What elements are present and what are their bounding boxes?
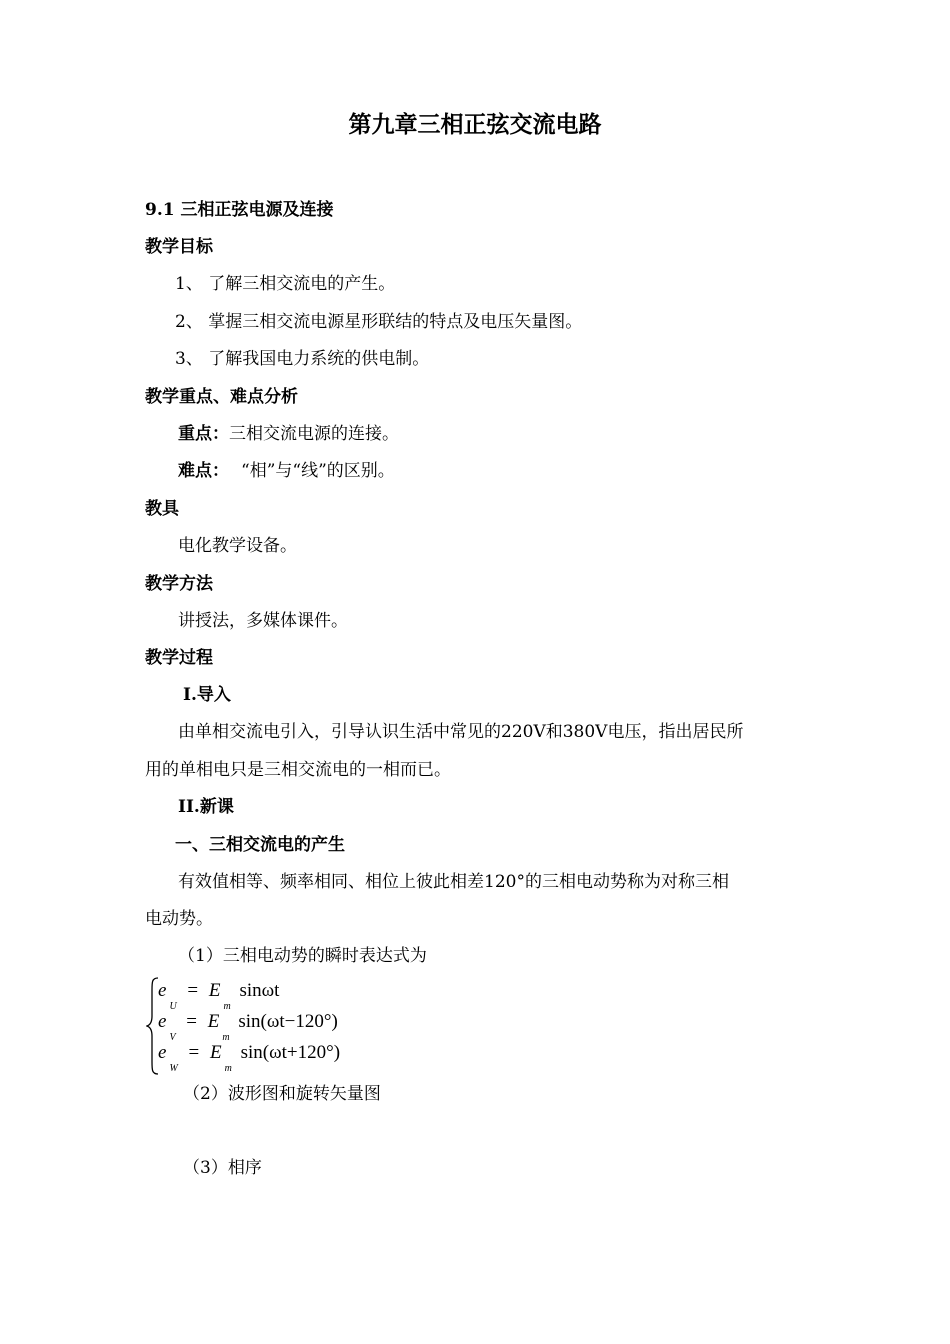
difficulty-text: “相”与“线”的区别。 — [241, 461, 395, 481]
intro-paragraph-line: 由单相交流电引入，引导认识生活中常见的220V和380V电压，指出居民所 — [178, 722, 744, 742]
list-item: （3）相序 — [183, 1158, 262, 1178]
tools-text: 电化教学设备。 — [178, 536, 297, 556]
section-heading: 9.1 三相正弦电源及连接 — [145, 200, 334, 220]
equation-system — [150, 980, 380, 1076]
page-title: 第九章三相正弦交流电路 — [348, 111, 602, 138]
definition-line: 电动势。 — [145, 909, 213, 929]
intro-paragraph-line: 用的单相电只是三相交流电的一相而已。 — [145, 760, 451, 780]
subsection-heading: 一、三相交流电的产生 — [175, 835, 345, 855]
new-lesson-heading: II.新课 — [178, 797, 234, 817]
objective-item: 1、 了解三相交流电的产生。 — [175, 274, 396, 294]
focus-text: 三相交流电源的连接。 — [229, 424, 399, 444]
equation-line: $e_W = E_m$ sin(ωt+120°) — [158, 1042, 341, 1074]
list-item: （2）波形图和旋转矢量图 — [183, 1084, 381, 1104]
equation-line: $e_U = E_m$ sinωt — [158, 980, 280, 1012]
focus-line — [178, 423, 399, 445]
objectives-heading: 教学目标 — [145, 237, 213, 257]
tools-heading: 教具 — [145, 499, 179, 519]
focus-label: 重点： — [178, 424, 229, 444]
equation-line: $e_V = E_m$ sin(ωt−120°) — [158, 1011, 338, 1043]
difficulty-line — [178, 460, 395, 482]
definition-line: 有效值相等、频率相同、相位上彼此相差120°的三相电动势称为对称三相 — [178, 872, 729, 892]
method-heading: 教学方法 — [145, 574, 213, 594]
list-item: （1）三相电动势的瞬时表达式为 — [178, 946, 427, 966]
difficulty-label: 难点： — [178, 461, 229, 481]
key-points-heading: 教学重点、难点分析 — [145, 387, 298, 407]
method-text: 讲授法，多媒体课件。 — [178, 611, 348, 631]
objective-item: 3、 了解我国电力系统的供电制。 — [175, 349, 430, 369]
intro-heading: Ⅰ.导入 — [183, 685, 231, 705]
process-heading: 教学过程 — [145, 648, 213, 668]
objective-item: 2、 掌握三相交流电源星形联结的特点及电压矢量图。 — [175, 312, 583, 332]
